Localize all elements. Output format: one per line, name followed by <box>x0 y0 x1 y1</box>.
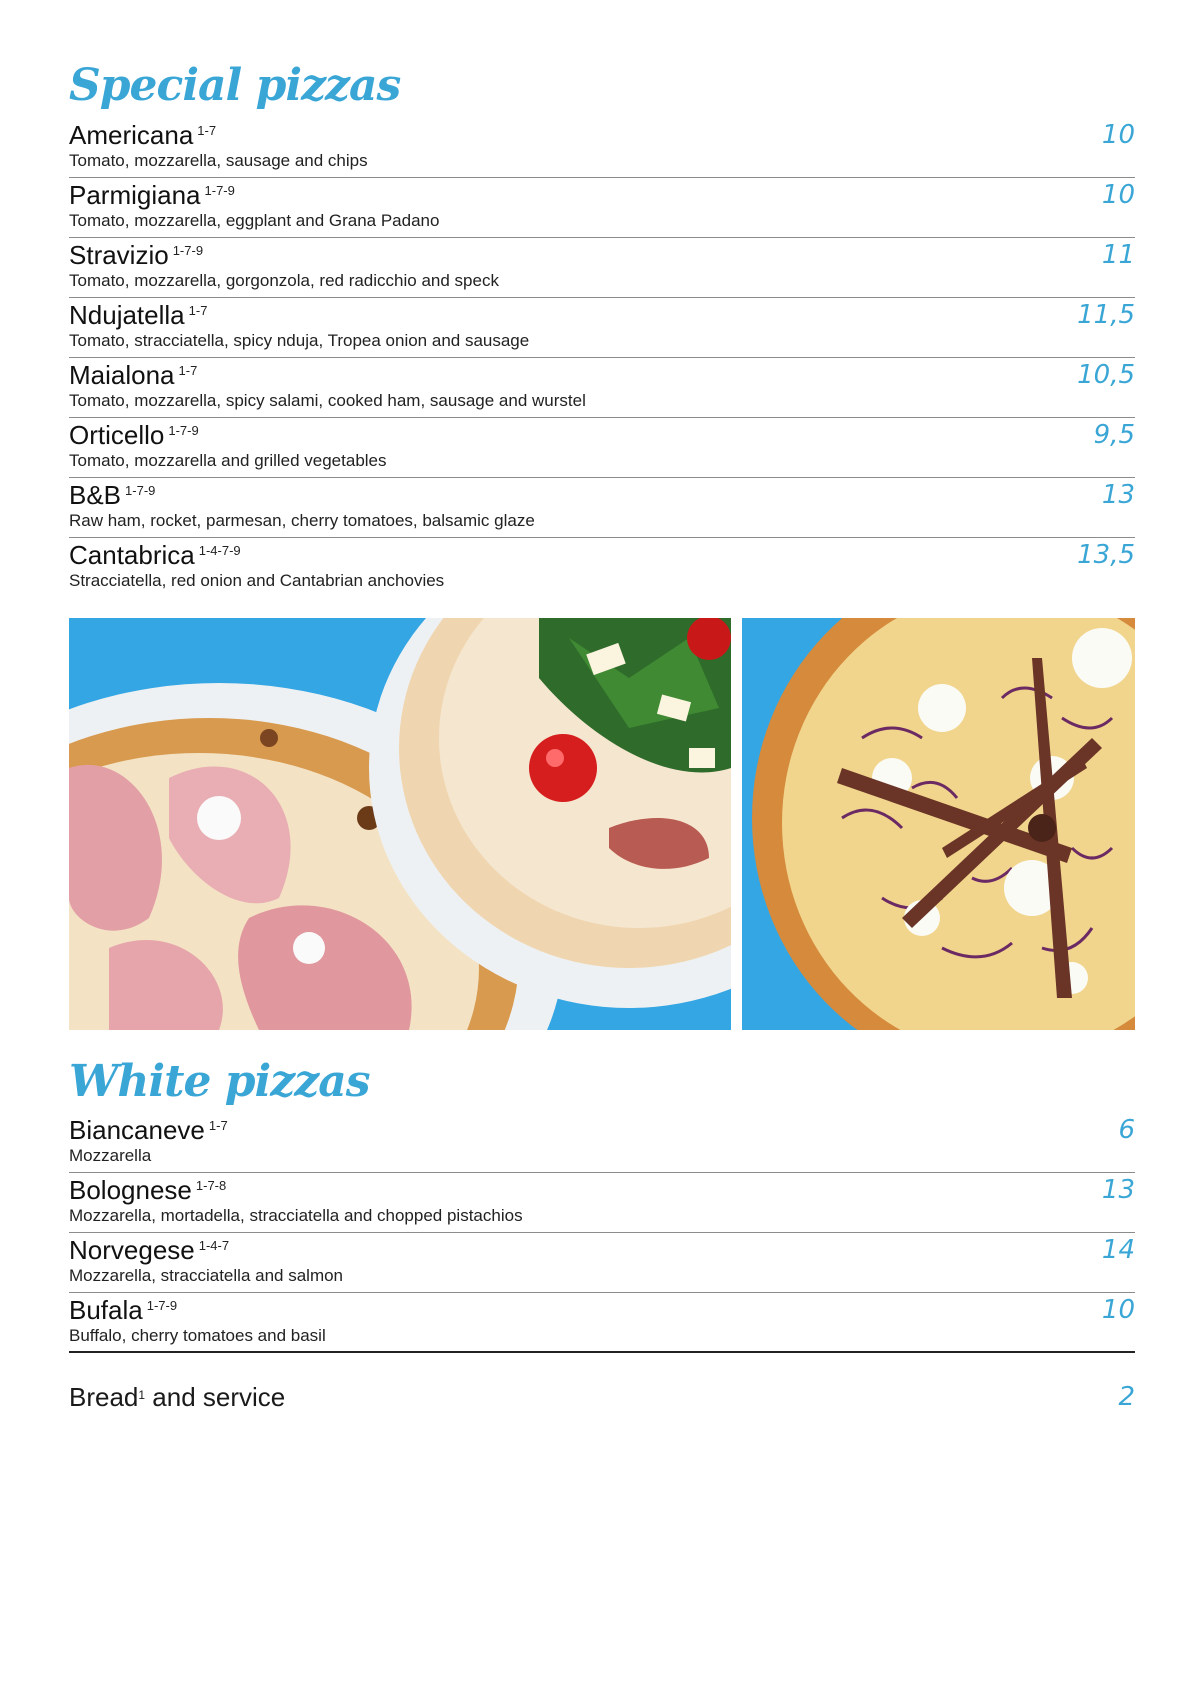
item-name <box>69 1235 229 1265</box>
bread-price: 2 <box>1118 1382 1135 1412</box>
item-description: Tomato, mozzarella, eggplant and Grana Padano <box>69 211 440 230</box>
item-allergens: 1-7-9 <box>172 243 204 258</box>
item-allergens: 1-4-7 <box>198 1238 230 1253</box>
item-description: Tomato, mozzarella, spicy salami, cooked ham, sausage and wurstel <box>69 391 586 410</box>
menu-item <box>69 1173 1135 1233</box>
item-name <box>69 240 203 270</box>
item-description: Raw ham, rocket, parmesan, cherry tomatoes, balsamic glaze <box>69 511 535 530</box>
item-price: 10 <box>1101 120 1135 150</box>
photo-mortadella-and-bnb-pizzas <box>69 618 731 1030</box>
item-allergens: 1-7-9 <box>168 423 199 438</box>
item-title: B&B <box>69 480 122 510</box>
item-allergens: 1-7-9 <box>125 483 156 498</box>
item-price: 13,5 <box>1077 540 1135 570</box>
menu-item <box>69 538 1135 598</box>
item-price: 10,5 <box>1077 360 1135 390</box>
bread-allergen: 1 <box>138 1388 146 1402</box>
menu-item <box>69 358 1135 418</box>
item-title: Parmigiana <box>69 180 201 210</box>
menu-item <box>69 478 1135 538</box>
item-title: Biancaneve <box>69 1115 205 1145</box>
item-description: Stracciatella, red onion and Cantabrian anchovies <box>69 571 445 590</box>
item-name <box>69 1295 177 1325</box>
bread-suffix: and service <box>145 1382 286 1412</box>
item-title: Americana <box>69 120 194 150</box>
item-title: Bolognese <box>69 1175 192 1205</box>
item-allergens: 1-7-9 <box>146 1298 178 1313</box>
item-title: Orticello <box>69 420 165 450</box>
item-description: Tomato, mozzarella, sausage and chips <box>69 151 368 170</box>
menu-item <box>69 1293 1135 1353</box>
menu-item <box>69 178 1135 238</box>
item-name <box>69 540 241 570</box>
section-title-special: Special pizzas <box>69 60 401 111</box>
item-title: Ndujatella <box>69 300 185 330</box>
item-description: Tomato, mozzarella and grilled vegetables <box>69 451 387 470</box>
item-allergens: 1-7 <box>197 123 217 138</box>
section-title-white: White pizzas <box>69 1056 370 1107</box>
bread-name: Bread <box>69 1382 139 1412</box>
item-description: Mozzarella, stracciatella and salmon <box>69 1266 344 1285</box>
item-name <box>69 120 216 150</box>
item-price: 13 <box>1101 1175 1135 1205</box>
menu-item <box>69 238 1135 298</box>
menu-item <box>69 1113 1135 1173</box>
special-pizza-list <box>69 118 1135 598</box>
white-pizza-list <box>69 1113 1135 1353</box>
menu-item <box>69 1233 1135 1293</box>
item-title: Cantabrica <box>69 540 195 570</box>
item-price: 9,5 <box>1093 420 1135 450</box>
item-title: Maialona <box>69 360 175 390</box>
item-title: Stravizio <box>69 240 169 270</box>
item-description: Buffalo, cherry tomatoes and basil <box>69 1326 326 1345</box>
item-name <box>69 1175 226 1205</box>
item-price: 11 <box>1101 240 1135 270</box>
item-allergens: 1-7 <box>178 363 198 378</box>
bread-label <box>69 1382 285 1412</box>
item-price: 11,5 <box>1077 300 1135 330</box>
menu-item <box>69 298 1135 358</box>
item-name <box>69 360 197 390</box>
menu-item <box>69 418 1135 478</box>
item-allergens: 1-4-7-9 <box>198 543 241 558</box>
item-title: Bufala <box>69 1295 143 1325</box>
item-name <box>69 300 207 330</box>
item-price: 13 <box>1101 480 1135 510</box>
item-price: 10 <box>1101 1295 1135 1325</box>
item-price: 6 <box>1118 1115 1135 1145</box>
item-description: Tomato, stracciatella, spicy nduja, Tropea onion and sausage <box>69 331 530 350</box>
item-description: Mozzarella, mortadella, stracciatella and chopped pistachios <box>69 1206 523 1225</box>
item-name <box>69 1115 228 1145</box>
photo-cantabrica-pizza <box>742 618 1135 1030</box>
menu-item <box>69 118 1135 178</box>
item-description: Mozzarella <box>69 1146 152 1165</box>
item-price: 14 <box>1101 1235 1135 1265</box>
item-allergens: 1-7 <box>188 303 208 318</box>
item-description: Tomato, mozzarella, gorgonzola, red radicchio and speck <box>69 271 499 290</box>
item-allergens: 1-7-8 <box>195 1178 227 1193</box>
item-price: 10 <box>1101 180 1135 210</box>
item-allergens: 1-7 <box>208 1118 228 1133</box>
item-name <box>69 420 199 450</box>
item-title: Norvegese <box>69 1235 195 1265</box>
item-allergens: 1-7-9 <box>204 183 235 198</box>
bread-and-service-row <box>69 1382 1135 1416</box>
item-name <box>69 480 155 510</box>
item-name <box>69 180 235 210</box>
